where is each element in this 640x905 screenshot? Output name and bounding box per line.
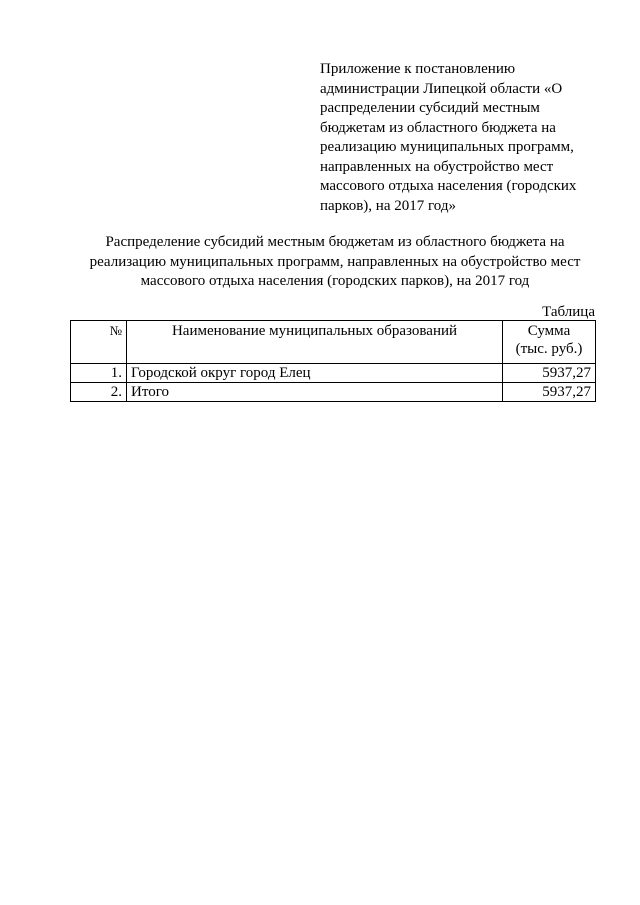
header-name: Наименование муниципальных образований xyxy=(127,321,503,364)
row-sum: 5937,27 xyxy=(503,364,596,383)
row-number: 1. xyxy=(71,364,127,383)
row-name: Итого xyxy=(127,383,503,402)
header-sum: Сумма (тыс. руб.) xyxy=(503,321,596,364)
table-header-row xyxy=(71,321,596,364)
table-caption: Таблица xyxy=(542,304,595,320)
row-name: Городской округ город Елец xyxy=(127,364,503,383)
appendix-note: Приложение к постановлению администрации Липецкой области «О распределении субсидий местным бюджетам из областного бюджета на реализацию муниципальных программ, направленных на обустройство мест массового отдыха населения (городских парков), на 2017 год» xyxy=(320,61,577,214)
document-title: Распределение субсидий местным бюджетам из областного бюджета на реализацию муниципальных программ, направленных на обустройство мест массового отдыха населения (городских парков), на 2017 год xyxy=(89,234,581,289)
row-number: 2. xyxy=(71,383,127,402)
subsidy-distribution-table xyxy=(70,320,596,402)
row-sum: 5937,27 xyxy=(503,383,596,402)
table-row xyxy=(71,364,596,383)
header-number: № xyxy=(71,321,127,364)
table-row xyxy=(71,383,596,402)
